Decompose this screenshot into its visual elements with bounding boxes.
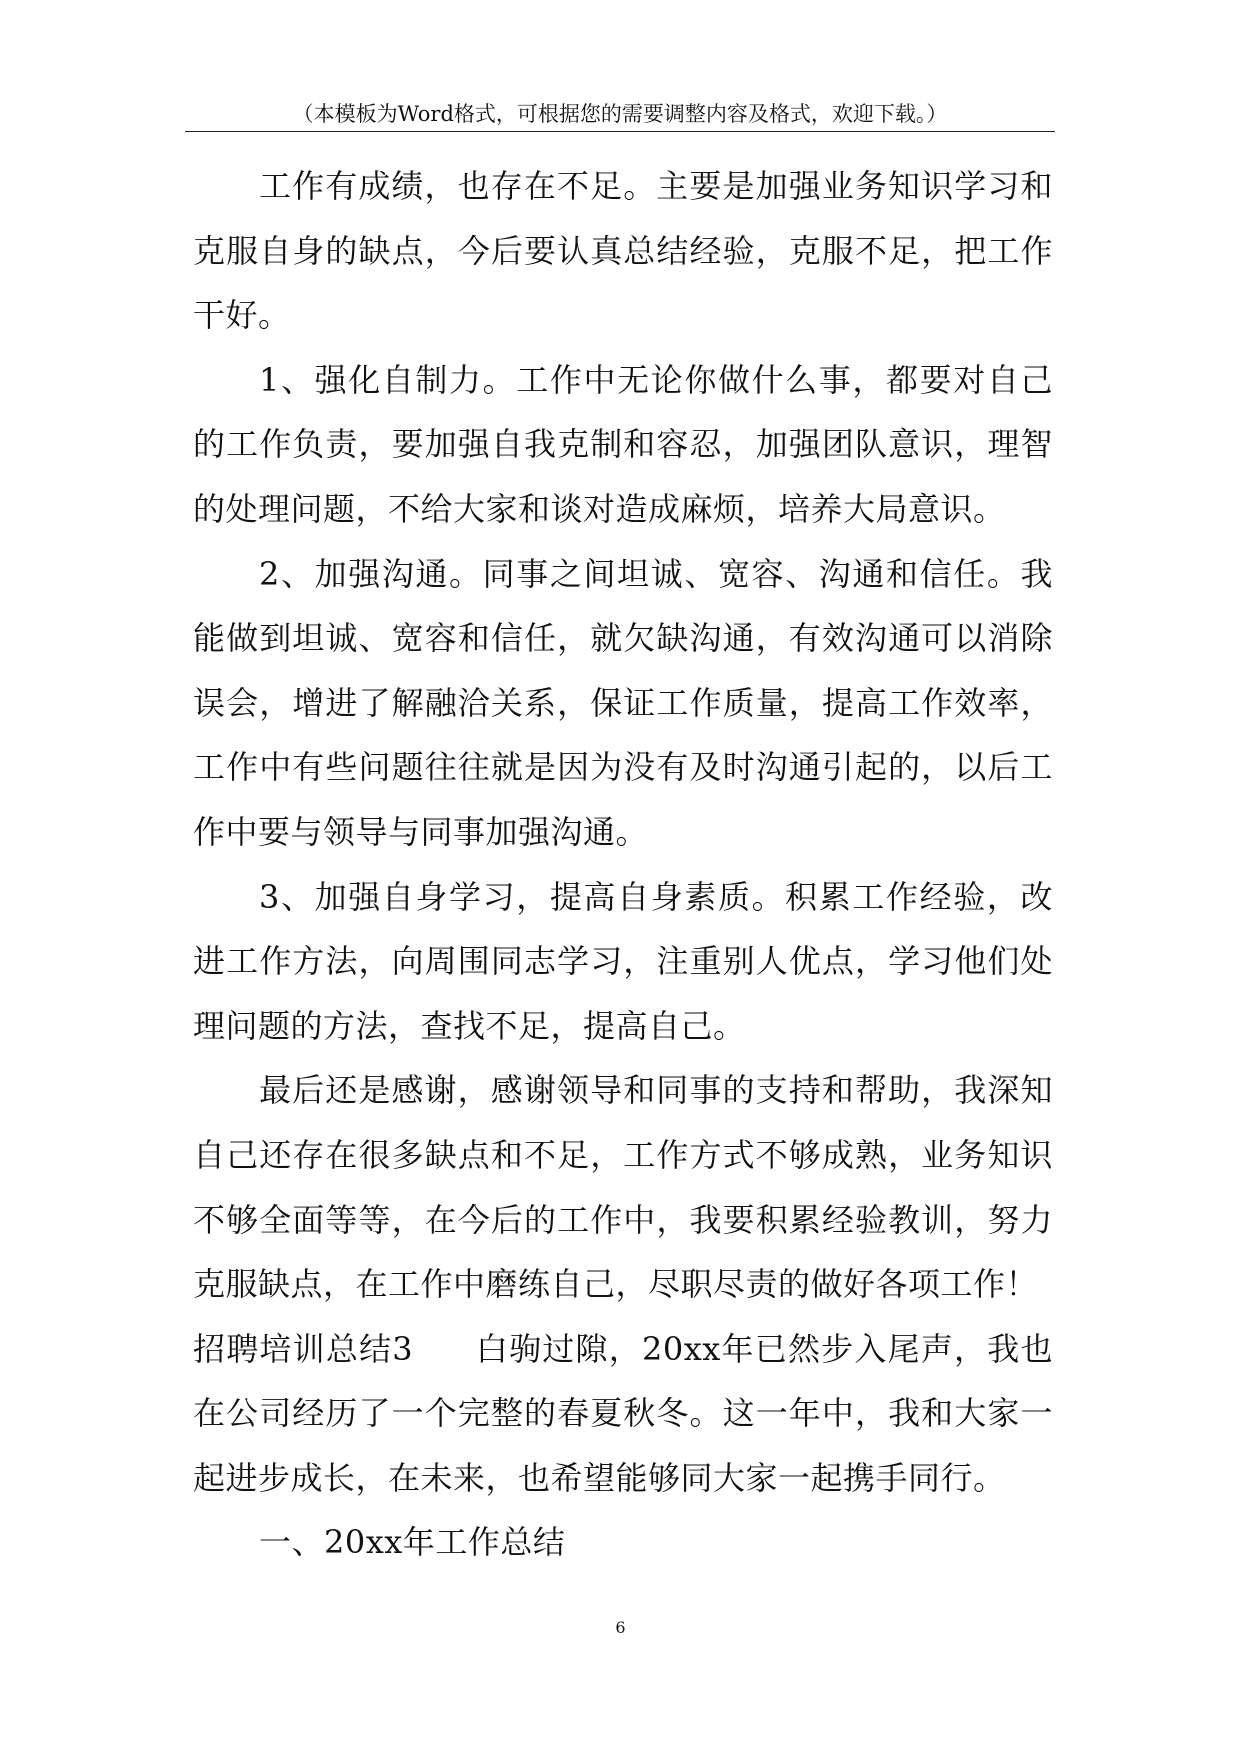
- section-paragraph: [193, 1317, 1053, 1511]
- section-text: 白驹过隙，20xx年已然步入尾声，我也在公司经历了一个完整的春夏秋冬。这一年中，我和大家一起进步成长，在未来，也希望能够同大家一起携手同行。: [193, 1329, 1053, 1497]
- paragraph-summary: 工作有成绩，也存在不足。主要是加强业务知识学习和克服自身的缺点，今后要认真总结经验，克服不足，把工作干好。: [193, 167, 1053, 335]
- page-number: 6: [615, 1618, 626, 1637]
- paragraph-thanks: 最后还是感谢，感谢领导和同事的支持和帮助，我深知自己还存在很多缺点和不足，工作方式不够成熟，业务知识不够全面等等，在今后的工作中，我要积累经验教训，努力克服缺点，在工作中磨练自己，尽职尽责的做好各项工作！: [193, 1071, 1053, 1304]
- template-notice: （本模板为Word格式，可根据您的需要调整内容及格式，欢迎下载。）: [292, 102, 948, 126]
- paragraph-self-control: 1、强化自制力。工作中无论你做什么事，都要对自己的工作负责，要加强自我克制和容忍，加强团队意识，理智的处理问题，不给大家和谈对造成麻烦，培养大局意识。: [193, 360, 1053, 528]
- section-heading: 招聘培训总结3: [193, 1329, 414, 1368]
- paragraph-self-study: 3、加强自身学习，提高自身素质。积累工作经验，改进工作方法，向周围同志学习，注重别人优点，学习他们处理问题的方法，查找不足，提高自己。: [193, 877, 1053, 1045]
- document-body: [193, 154, 1053, 1575]
- header-divider: [185, 131, 1055, 132]
- subheading-work-summary: 一、20xx年工作总结: [259, 1523, 566, 1562]
- paragraph-communication: 2、加强沟通。同事之间坦诚、宽容、沟通和信任。我能做到坦诚、宽容和信任，就欠缺沟通，有效沟通可以消除误会，增进了解融洽关系，保证工作质量，提高工作效率，工作中有些问题往往就是因为没有及时沟通引起的，以后工作中要与领导与同事加强沟通。: [193, 554, 1053, 851]
